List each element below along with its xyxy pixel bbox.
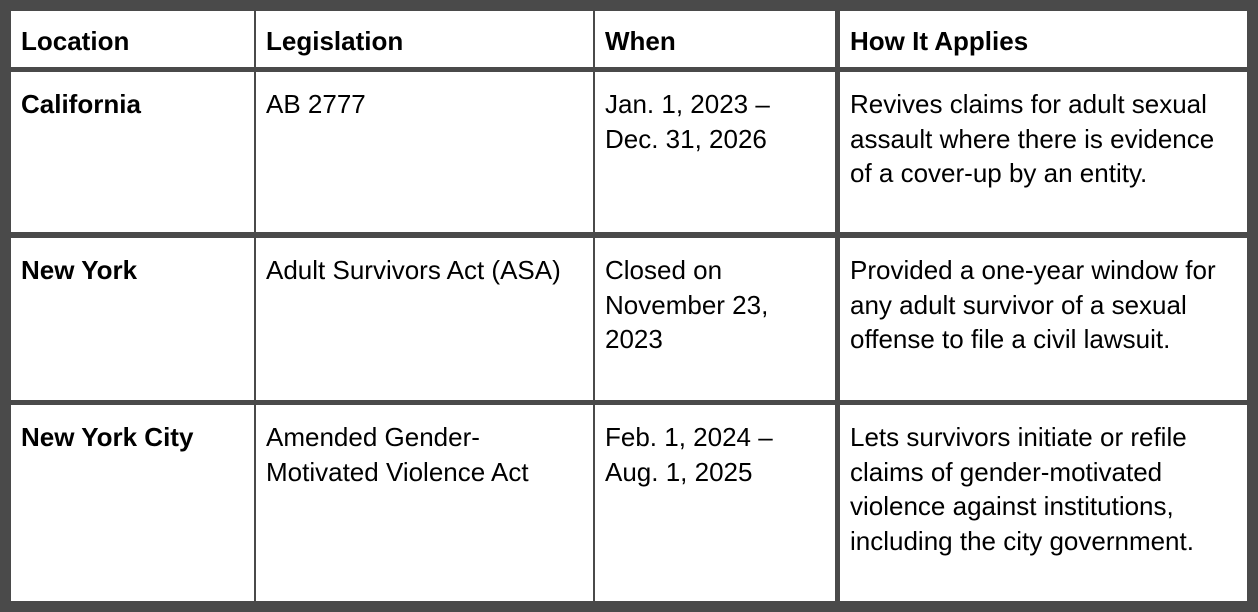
row-legislation-cell: Adult Survivors Act (ASA) — [256, 238, 593, 400]
row-how-it-applies-cell: Lets survivors initiate or refile claims of gender-motivated violence against institutions, including the city government. — [840, 405, 1247, 601]
row-location-cell: New York City — [11, 405, 254, 601]
row-legislation-cell: AB 2777 — [256, 72, 593, 232]
row-when-cell: Jan. 1, 2023 – Dec. 31, 2026 — [595, 72, 835, 232]
header-location: Location — [11, 11, 254, 67]
row-location-cell: New York — [11, 238, 254, 400]
row-how-it-applies-cell: Revives claims for adult sexual assault where there is evidence of a cover-up by an entity. — [840, 72, 1247, 232]
row-location-cell: California — [11, 72, 254, 232]
row-when-cell: Closed on November 23, 2023 — [595, 238, 835, 400]
row-legislation-cell: Amended Gender-Motivated Violence Act — [256, 405, 593, 601]
row-how-it-applies-cell: Provided a one-year window for any adult survivor of a sexual offense to file a civil lawsuit. — [840, 238, 1247, 400]
header-when: When — [595, 11, 835, 67]
header-legislation: Legislation — [256, 11, 593, 67]
row-when-cell: Feb. 1, 2024 – Aug. 1, 2025 — [595, 405, 835, 601]
header-how-it-applies: How It Applies — [840, 11, 1247, 67]
